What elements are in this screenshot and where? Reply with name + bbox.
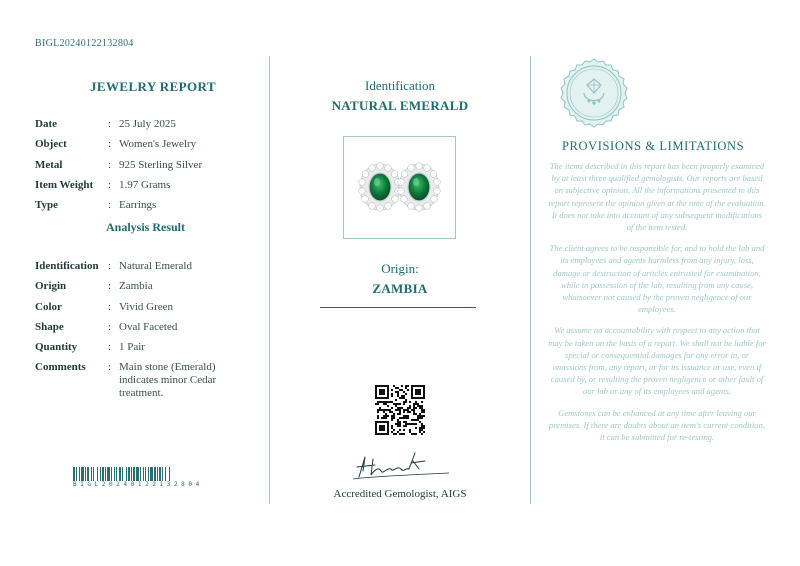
basic-fields-table [35, 118, 255, 219]
provisions-paragraph: Gemstones can be enhanced at any time after leaving our premises. If there are doubts about an item's current condition, it can be submitted for re-testing. [548, 407, 766, 443]
column-divider-left [269, 56, 270, 504]
origin-divider [320, 307, 476, 308]
field-colon: : [108, 138, 112, 151]
field-label: Metal [35, 158, 63, 171]
report-title: JEWELRY REPORT [90, 79, 216, 94]
field-colon: : [108, 280, 112, 293]
identification-heading: Identification [364, 78, 436, 93]
field-row-quantity [35, 341, 255, 361]
field-colon: : [108, 199, 112, 212]
qr-code-icon [375, 385, 425, 435]
field-value: Women's Jewelry [119, 138, 197, 151]
field-row-date [35, 118, 255, 138]
field-colon: : [108, 260, 112, 272]
field-value: 1.97 Grams [119, 178, 171, 191]
provisions-paragraph: The client agrees to be responsible for, and to hold the lab and its employees and agents harmless from any injury, loss, damage or destruction of articles entrusted for examination, while in possession of the lab, resulting from any cause, whatsoever not caused by the proven negligence of our employees. [549, 243, 765, 315]
field-row-origin [35, 280, 255, 300]
field-value: Natural Emerald [119, 260, 192, 272]
barcode-image [73, 467, 231, 481]
gemologist-signature [345, 447, 455, 487]
analysis-fields-table [35, 260, 255, 400]
identification-value: NATURAL EMERALD [331, 98, 469, 113]
field-value: Main stone (Emerald) indicates minor Cedar treatment. [119, 361, 217, 400]
field-label: Origin [35, 280, 67, 293]
origin-value: ZAMBIA [372, 281, 428, 296]
field-label: Item Weight [35, 178, 94, 191]
field-row-shape [35, 321, 255, 341]
provisions-body [548, 160, 766, 452]
gemologist-title: Accredited Gemologist, AIGS [333, 488, 467, 500]
field-label: Shape [35, 320, 64, 333]
field-value: Vivid Green [119, 300, 174, 313]
emerald-earrings-image [344, 137, 455, 238]
field-value: 925 Sterling Silver [119, 158, 203, 171]
field-value: Zambia [119, 280, 153, 293]
field-label: Object [35, 138, 67, 151]
field-label: Date [35, 118, 57, 130]
jewelry-photo [343, 136, 456, 239]
field-colon: : [108, 300, 112, 313]
field-colon: : [108, 118, 112, 130]
barcode-bar [170, 467, 171, 481]
provisions-paragraph: We assume no accountability with respect to any action that may be taken on the basis of a report. We shall not be liable for special or consequential damages for any error in, or omissions from, any report, or for its issuance or use, even if caused by, or resulting the proven negligence or other fault of our lab or any of its employees and agents. [548, 325, 766, 397]
field-row-color [35, 301, 255, 321]
field-colon: : [108, 178, 112, 191]
field-label: Identification [35, 260, 99, 272]
report-number: BIGL20240122132804 [35, 38, 134, 49]
column-divider-right [530, 56, 531, 504]
field-colon: : [108, 341, 112, 354]
analysis-result-title: Analysis Result [106, 220, 186, 234]
provisions-title: PROVISIONS & LIMITATIONS [562, 139, 745, 153]
field-label: Color [35, 300, 62, 313]
barcode-text: BIGL20240122132804 [73, 481, 203, 488]
field-value: Oval Faceted [119, 320, 178, 333]
field-value: 1 Pair [119, 341, 145, 354]
field-row-comments [35, 361, 255, 400]
field-row-metal [35, 159, 255, 179]
field-label: Comments [35, 361, 86, 374]
origin-heading: Origin: [381, 261, 419, 276]
field-label: Quantity [35, 341, 78, 354]
provisions-paragraph: The items described in this report has been properly examined by at least three qualified gemologists. Our reports are based on subjective opinion. All the informations presented in this report represent the opinion given at the time of the evaluation. It does not take into account of any subsequent modifications of the item tested. [548, 161, 766, 233]
field-value: Earrings [119, 199, 157, 212]
field-colon: : [108, 320, 112, 333]
field-row-item-weight [35, 179, 255, 199]
field-row-type [35, 199, 255, 219]
field-label: Type [35, 199, 59, 212]
field-colon: : [108, 158, 112, 171]
field-row-identification [35, 260, 255, 280]
field-colon: : [108, 361, 112, 374]
field-value: 25 July 2025 [119, 118, 176, 130]
lab-seal-icon [558, 57, 630, 129]
field-row-object [35, 138, 255, 158]
